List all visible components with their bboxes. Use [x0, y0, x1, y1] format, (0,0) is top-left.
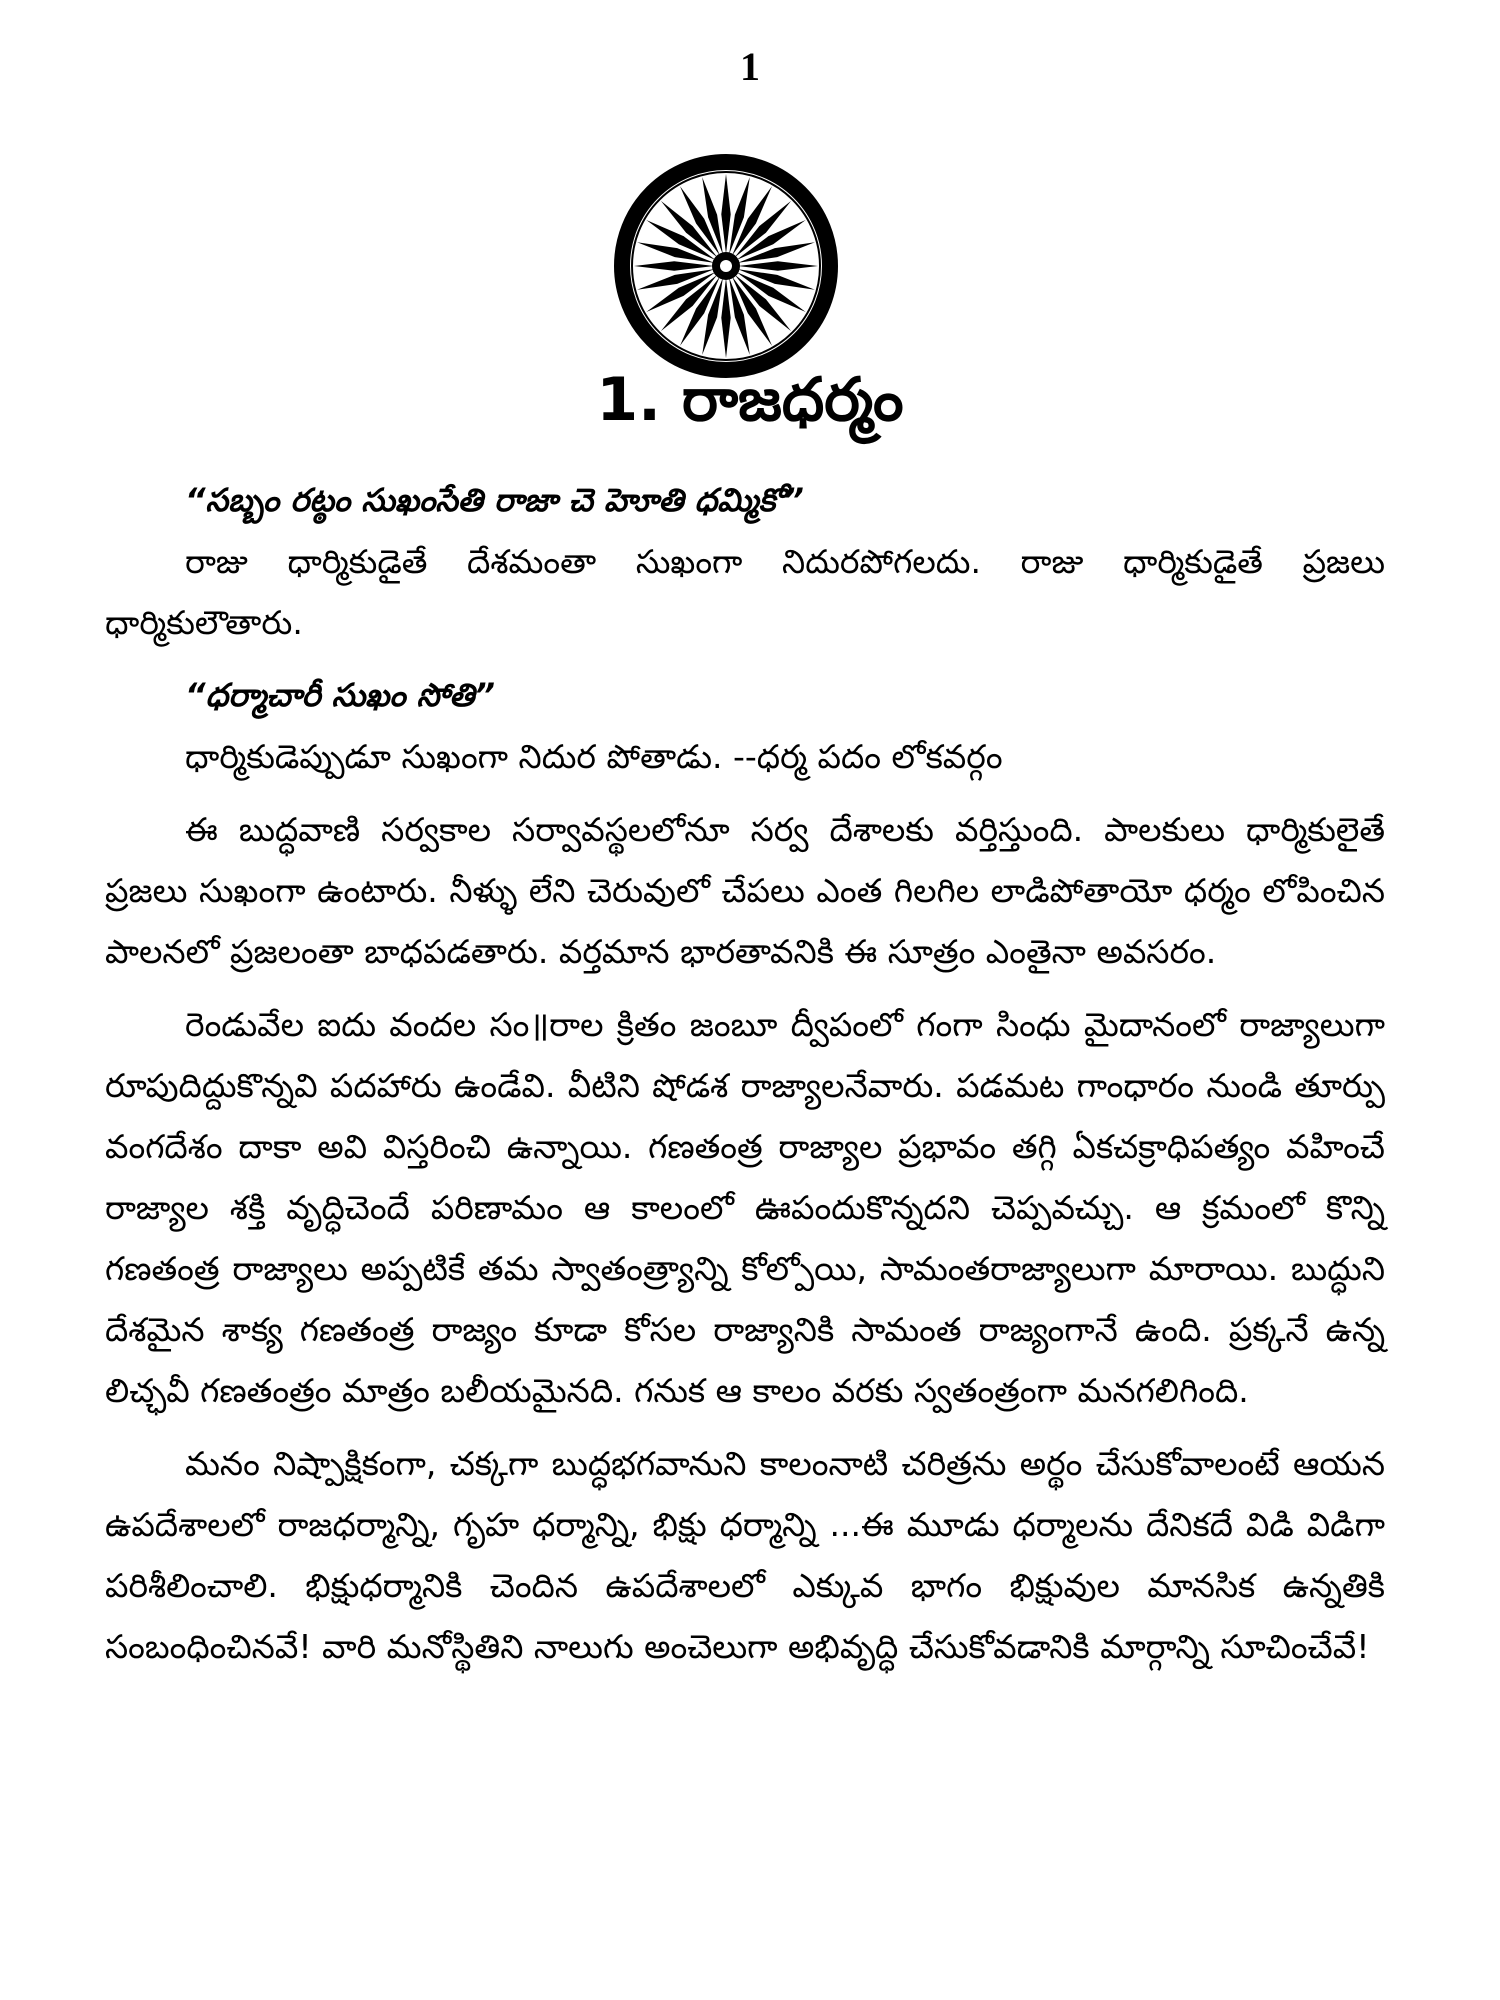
pali-verse-quote: “ధర్మాచారీ సుఖం సోతి”: [185, 676, 495, 714]
body-paragraph: మనం నిష్పాక్షికంగా, చక్కగా బుద్ధభగవానుని కాలంనాటి చరిత్రను అర్థం చేసుకోవాలంటే ఆయన ఉపదేశాలలో రాజధర్మాన్ని, గృహ ధర్మాన్ని, భిక్షు ధర్మాన్ని ...ఈ మూడు ధర్మాలను దేనికదే విడి విడిగా పరిశీలించాలి. భిక్షుధర్మానికి చెందిన ఉపదేశాలలో ఎక్కువ భాగం భిక్షువుల మానసిక ఉన్నతికి సంబంధించినవే! వారి మనోస్థితిని నాలుగు అంచెలుగా అభివృద్ధి చేసుకోవడానికి మార్గాన్ని సూచించేవే!: [105, 1444, 1385, 1666]
wheel-spoke: [721, 278, 730, 358]
wheel-spoke: [738, 261, 818, 270]
body-paragraph: ఈ బుద్ధవాణి సర్వకాల సర్వావస్థలలోనూ సర్వ దేశాలకు వర్తిస్తుంది. పాలకులు ధార్మికులైతే ప్రజలు సుఖంగా ఉంటారు. నీళ్ళు లేని చెరువులో చేపలు ఎంత గిలగిల లాడిపోతాయో ధర్మం లోపించిన పాలనలో ప్రజలంతా బాధపడతారు. వర్తమాన భారతావనికి ఈ సూత్రం ఎంతైనా అవసరం.: [105, 810, 1385, 971]
pali-verse-quote: “సబ్బం రట్ఠం సుఖంసేతి రాజా చె హెూతి ధమ్మికో”: [185, 481, 804, 519]
wheel-spoke: [721, 174, 730, 254]
dharma-chakra-icon: [610, 150, 842, 382]
page-number: 1: [740, 44, 760, 89]
chapter-title: 1. రాజధర్మం: [596, 365, 904, 435]
chapter-body: [105, 470, 1385, 1689]
body-paragraph: రాజు ధార్మికుడైతే దేశమంతా సుఖంగా నిదురపోగలదు. రాజు ధార్మికుడైతే ప్రజలు ధార్మికులౌతారు.: [105, 542, 1385, 642]
wheel-spoke: [634, 261, 714, 270]
body-paragraph: రెండువేల ఐదు వందల సం॥రాల క్రితం జంబూ ద్వీపంలో గంగా సింధు మైదానంలో రాజ్యాలుగా రూపుదిద్దుకొన్నవి పదహారు ఉండేవి. వీటిని షోడశ రాజ్యాలనేవారు. పడమట గాంధారం నుండి తూర్పు వంగదేశం దాకా అవి విస్తరించి ఉన్నాయి. గణతంత్ర రాజ్యాల ప్రభావం తగ్గి ఏకచక్రాధిపత్యం వహించే రాజ్యాల శక్తి వృద్ధిచెందే పరిణామం ఆ కాలంలో ఊపందుకొన్నదని చెప్పవచ్చు. ఆ క్రమంలో కొన్ని గణతంత్ర రాజ్యాలు అప్పటికే తమ స్వాతంత్ర్యాన్ని కోల్పోయి, సామంతరాజ్యాలుగా మారాయి. బుద్ధుని దేశమైన శాక్య గణతంత్ర రాజ్యం కూడా కోసల రాజ్యానికి సామంత రాజ్యంగానే ఉంది. ప్రక్కనే ఉన్న లిచ్ఛవీ గణతంత్రం మాత్రం బలీయమైనది. గనుక ఆ కాలం వరకు స్వతంత్రంగా మనగలిగింది.: [105, 1005, 1385, 1410]
body-paragraph: ధార్మికుడెప్పుడూ సుఖంగా నిదుర పోతాడు. --ధర్మ పదం లోకవర్గం: [185, 737, 1003, 776]
wheel-hub-center: [720, 260, 732, 272]
